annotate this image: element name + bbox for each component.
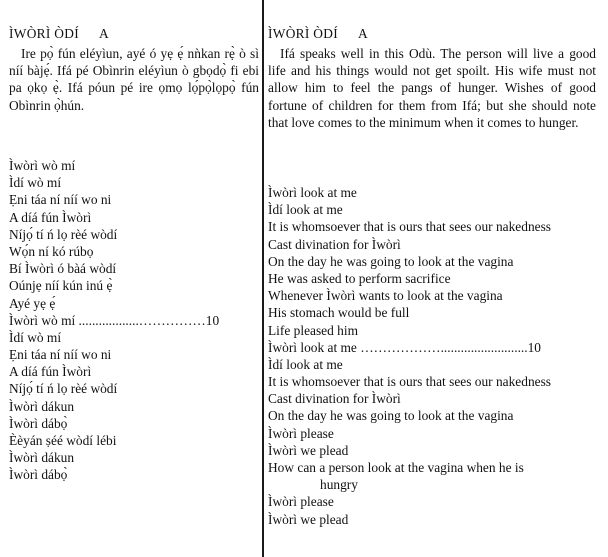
column-divider xyxy=(262,0,264,557)
yoruba-verse-line: Bí Ìwòrì ó bàá wòdí xyxy=(9,261,117,277)
yoruba-title xyxy=(9,25,109,42)
yoruba-verse-list xyxy=(9,157,219,484)
yoruba-verse-line: A díá fún Ìwòrì xyxy=(9,209,92,225)
english-verse-line: It is whomsoever that is ours that sees our nakedness xyxy=(268,219,552,235)
english-verse-line: On the day he was going to look at the vagina xyxy=(268,408,514,424)
yoruba-title-text: ÌWÒRÌ ÒDÍ xyxy=(9,26,80,41)
english-verse-line: Ìdí look at me xyxy=(268,202,343,218)
english-intro-paragraph xyxy=(268,45,596,131)
english-title xyxy=(268,25,368,42)
english-title-text: ÌWÒRÌ ÒDÍ xyxy=(268,26,339,41)
english-verse-line: Cast divination for Ìwòrì xyxy=(268,391,401,407)
english-intro-text: Ifá speaks well in this Odù. The person will live a good life and his things would not get spoilt. His wife must not allow him to feel the pangs of hunger. Wishes of good fortune of children for them from Ifá; but she should note that love comes to the minimum when it comes to hunger. xyxy=(268,46,596,130)
yoruba-verse-line: Wọ́n ní kó rúbọ xyxy=(9,243,94,259)
english-verse-line: Ìwòrì we plead xyxy=(268,511,349,527)
yoruba-intro-paragraph xyxy=(9,45,259,114)
yoruba-verse-line: Ayé yẹ ẹ́ xyxy=(9,295,56,311)
yoruba-verse-line: Ìwòrì dábọ̀ xyxy=(9,467,68,483)
english-verse-line: Ìwòrì please xyxy=(268,425,334,441)
yoruba-verse-line: Oúnjẹ níí kún inú ẹ̀ xyxy=(9,278,113,294)
yoruba-verse-line: Ìdí wò mí xyxy=(9,175,62,191)
yoruba-verse-line: Níjọ́ tí ń lọ rèé wòdí xyxy=(9,381,118,397)
yoruba-intro-text: Ire pọ̀ fún eléyìun, ayé ó yẹ ẹ́ nǹkan rẹ̀ ò sì níí bàjẹ́. Ifá pé Obìnrin eléyìun ò gbọdọ̀ fi ebi pa ọkọ ẹ̀. Ifá póun pé ire ọmọ lọ́pọ̀lọpọ̀ fún Obìnrin ọ̀hún. xyxy=(9,46,259,113)
english-verse-list xyxy=(268,184,551,528)
english-verse-line: Ìwòrì look at me ………………..........................10 xyxy=(268,339,541,355)
english-verse-line: Whenever Ìwòrì wants to look at the vagina xyxy=(268,288,503,304)
yoruba-verse-line: Ìwòrì dákun xyxy=(9,398,75,414)
yoruba-verse-line: Ìwòrì dábọ̀ xyxy=(9,415,68,431)
yoruba-verse-line: Ìwòrì dákun xyxy=(9,450,75,466)
english-verse-line: Cast divination for Ìwòrì xyxy=(268,236,401,252)
english-verse-line: hungry xyxy=(320,477,358,493)
english-verse-line: Ìwòrì look at me xyxy=(268,185,357,200)
yoruba-verse-line: Ẹni táa ní níí wo ni xyxy=(9,347,112,363)
english-verse-line: Ìwòrì we plead xyxy=(268,442,349,458)
english-title-letter: A xyxy=(358,26,368,41)
yoruba-verse-line: Níjọ́ tí ń lọ rèé wòdí xyxy=(9,226,118,242)
english-verse-line: It is whomsoever that is ours that sees our nakedness xyxy=(268,374,552,390)
english-verse-line: Life pleased him xyxy=(268,322,358,338)
yoruba-verse-line: Èèyán ṣéé wòdí lébi xyxy=(9,433,117,448)
yoruba-verse-line: Ẹni táa ní níí wo ni xyxy=(9,192,112,208)
english-verse-line: On the day he was going to look at the vagina xyxy=(268,253,514,269)
yoruba-title-letter: A xyxy=(99,26,109,41)
english-verse-line: Ìwòrì please xyxy=(268,494,334,510)
english-verse-line: He was asked to perform sacrifice xyxy=(268,270,451,286)
yoruba-verse-line: A díá fún Ìwòrì xyxy=(9,364,92,380)
yoruba-verse-line: Ìdí wò mí xyxy=(9,329,62,345)
yoruba-verse-line: Ìwòrì wò mí xyxy=(9,158,76,173)
english-verse-line: His stomach would be full xyxy=(268,305,410,321)
yoruba-verse-line: Ìwòrì wò mí ..................……………10 xyxy=(9,312,220,328)
english-verse-line: How can a person look at the vagina when he is xyxy=(268,460,524,475)
english-verse-line: Ìdí look at me xyxy=(268,356,343,372)
